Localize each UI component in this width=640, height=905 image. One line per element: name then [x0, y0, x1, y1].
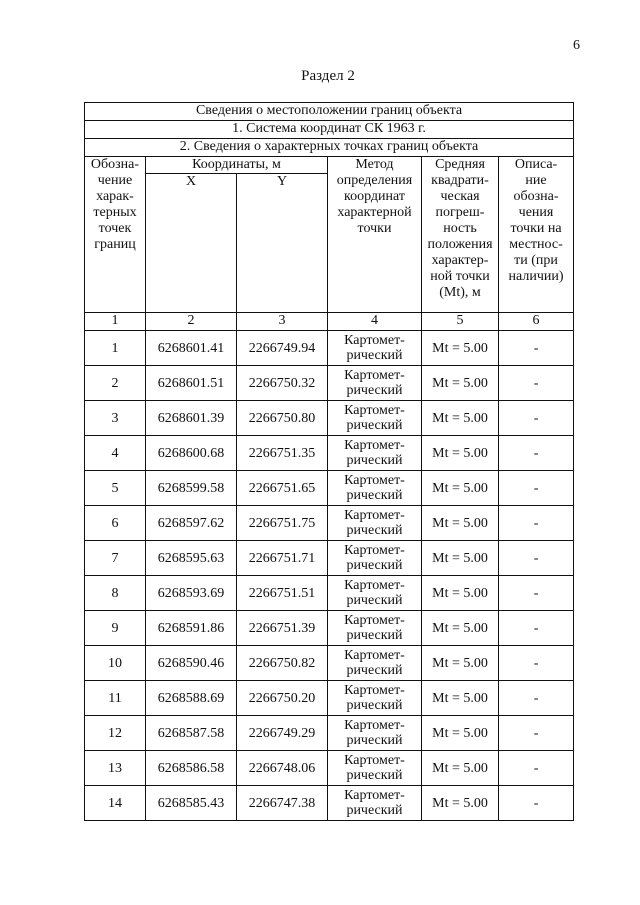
coordinate-y: 2266750.82: [237, 646, 328, 681]
point-number: 11: [85, 681, 146, 716]
table-row: [85, 716, 574, 751]
method-cell: Картомет- рический: [328, 331, 422, 366]
table-row: [85, 331, 574, 366]
description-cell: -: [499, 436, 574, 471]
mean-error-cell: Mt = 5.00: [422, 436, 499, 471]
table-row: [85, 401, 574, 436]
column-number: 2: [146, 313, 237, 331]
method-cell: Картомет- рический: [328, 436, 422, 471]
table-row: [85, 471, 574, 506]
header-coordinates: Координаты, м: [146, 157, 328, 174]
coordinate-x: 6268601.41: [146, 331, 237, 366]
coordinate-x: 6268586.58: [146, 751, 237, 786]
point-number: 3: [85, 401, 146, 436]
description-cell: -: [499, 786, 574, 821]
table-row: [85, 681, 574, 716]
coordinate-y: 2266750.20: [237, 681, 328, 716]
description-cell: -: [499, 471, 574, 506]
coordinate-x: 6268591.86: [146, 611, 237, 646]
coordinate-system: 1. Система координат СК 1963 г.: [85, 121, 574, 139]
coordinate-x: 6268585.43: [146, 786, 237, 821]
point-number: 14: [85, 786, 146, 821]
coordinate-x: 6268601.39: [146, 401, 237, 436]
method-cell: Картомет- рический: [328, 576, 422, 611]
method-cell: Картомет- рический: [328, 611, 422, 646]
mean-error-cell: Mt = 5.00: [422, 646, 499, 681]
table-row: [85, 646, 574, 681]
description-cell: -: [499, 331, 574, 366]
description-cell: -: [499, 576, 574, 611]
method-cell: Картомет- рический: [328, 401, 422, 436]
column-number: 6: [499, 313, 574, 331]
table-row: [85, 751, 574, 786]
table-row: [85, 506, 574, 541]
method-cell: Картомет- рический: [328, 786, 422, 821]
description-cell: -: [499, 751, 574, 786]
coordinate-x: 6268588.69: [146, 681, 237, 716]
description-cell: -: [499, 366, 574, 401]
point-number: 13: [85, 751, 146, 786]
column-number: 5: [422, 313, 499, 331]
table-row: [85, 611, 574, 646]
header-designation: Обозна- чение харак- терных точек границ: [85, 157, 146, 313]
point-number: 6: [85, 506, 146, 541]
header-y: Y: [237, 174, 328, 313]
mean-error-cell: Mt = 5.00: [422, 541, 499, 576]
coordinate-y: 2266749.29: [237, 716, 328, 751]
mean-error-cell: Mt = 5.00: [422, 506, 499, 541]
header-mean-error: Средняя квадрати- ческая погреш- ность положения характер- ной точки (Mt), м: [422, 157, 499, 313]
table-row: [85, 786, 574, 821]
table-row: [85, 436, 574, 471]
mean-error-cell: Mt = 5.00: [422, 471, 499, 506]
description-cell: -: [499, 401, 574, 436]
mean-error-cell: Mt = 5.00: [422, 576, 499, 611]
coordinate-y: 2266750.32: [237, 366, 328, 401]
table-title: Сведения о местоположении границ объекта: [85, 103, 574, 121]
method-cell: Картомет- рический: [328, 646, 422, 681]
coordinate-x: 6268601.51: [146, 366, 237, 401]
method-cell: Картомет- рический: [328, 541, 422, 576]
coordinate-y: 2266751.71: [237, 541, 328, 576]
coordinate-x: 6268590.46: [146, 646, 237, 681]
coordinate-x: 6268593.69: [146, 576, 237, 611]
coordinate-y: 2266751.39: [237, 611, 328, 646]
point-number: 4: [85, 436, 146, 471]
coordinate-y: 2266751.35: [237, 436, 328, 471]
boundary-points-table: [84, 102, 574, 821]
description-cell: -: [499, 506, 574, 541]
description-cell: -: [499, 716, 574, 751]
mean-error-cell: Mt = 5.00: [422, 681, 499, 716]
table-row: [85, 366, 574, 401]
point-number: 12: [85, 716, 146, 751]
description-cell: -: [499, 611, 574, 646]
points-heading: 2. Сведения о характерных точках границ объекта: [85, 139, 574, 157]
point-number: 10: [85, 646, 146, 681]
mean-error-cell: Mt = 5.00: [422, 786, 499, 821]
coordinate-y: 2266749.94: [237, 331, 328, 366]
method-cell: Картомет- рический: [328, 681, 422, 716]
coordinate-x: 6268600.68: [146, 436, 237, 471]
coordinate-y: 2266751.75: [237, 506, 328, 541]
point-number: 2: [85, 366, 146, 401]
mean-error-cell: Mt = 5.00: [422, 331, 499, 366]
method-cell: Картомет- рический: [328, 716, 422, 751]
column-number: 1: [85, 313, 146, 331]
table-row: [85, 541, 574, 576]
point-number: 8: [85, 576, 146, 611]
mean-error-cell: Mt = 5.00: [422, 366, 499, 401]
method-cell: Картомет- рический: [328, 751, 422, 786]
description-cell: -: [499, 681, 574, 716]
coordinate-x: 6268587.58: [146, 716, 237, 751]
coordinate-x: 6268599.58: [146, 471, 237, 506]
point-number: 5: [85, 471, 146, 506]
table-row: [85, 576, 574, 611]
mean-error-cell: Mt = 5.00: [422, 401, 499, 436]
header-method: Метод определения координат характерной точки: [328, 157, 422, 313]
section-title: Раздел 2: [301, 68, 355, 84]
mean-error-cell: Mt = 5.00: [422, 716, 499, 751]
page-number: 6: [573, 38, 580, 53]
description-cell: -: [499, 646, 574, 681]
point-number: 7: [85, 541, 146, 576]
coordinate-y: 2266751.65: [237, 471, 328, 506]
header-description: Описа- ние обозна- чения точки на местнос- ти (при наличии): [499, 157, 574, 313]
mean-error-cell: Mt = 5.00: [422, 611, 499, 646]
column-number: 4: [328, 313, 422, 331]
header-x: X: [146, 174, 237, 313]
coordinate-x: 6268597.62: [146, 506, 237, 541]
mean-error-cell: Mt = 5.00: [422, 751, 499, 786]
method-cell: Картомет- рический: [328, 471, 422, 506]
point-number: 1: [85, 331, 146, 366]
column-number: 3: [237, 313, 328, 331]
description-cell: -: [499, 541, 574, 576]
point-number: 9: [85, 611, 146, 646]
coordinate-y: 2266747.38: [237, 786, 328, 821]
coordinate-x: 6268595.63: [146, 541, 237, 576]
method-cell: Картомет- рический: [328, 366, 422, 401]
coordinate-y: 2266748.06: [237, 751, 328, 786]
coordinate-y: 2266750.80: [237, 401, 328, 436]
method-cell: Картомет- рический: [328, 506, 422, 541]
coordinate-y: 2266751.51: [237, 576, 328, 611]
